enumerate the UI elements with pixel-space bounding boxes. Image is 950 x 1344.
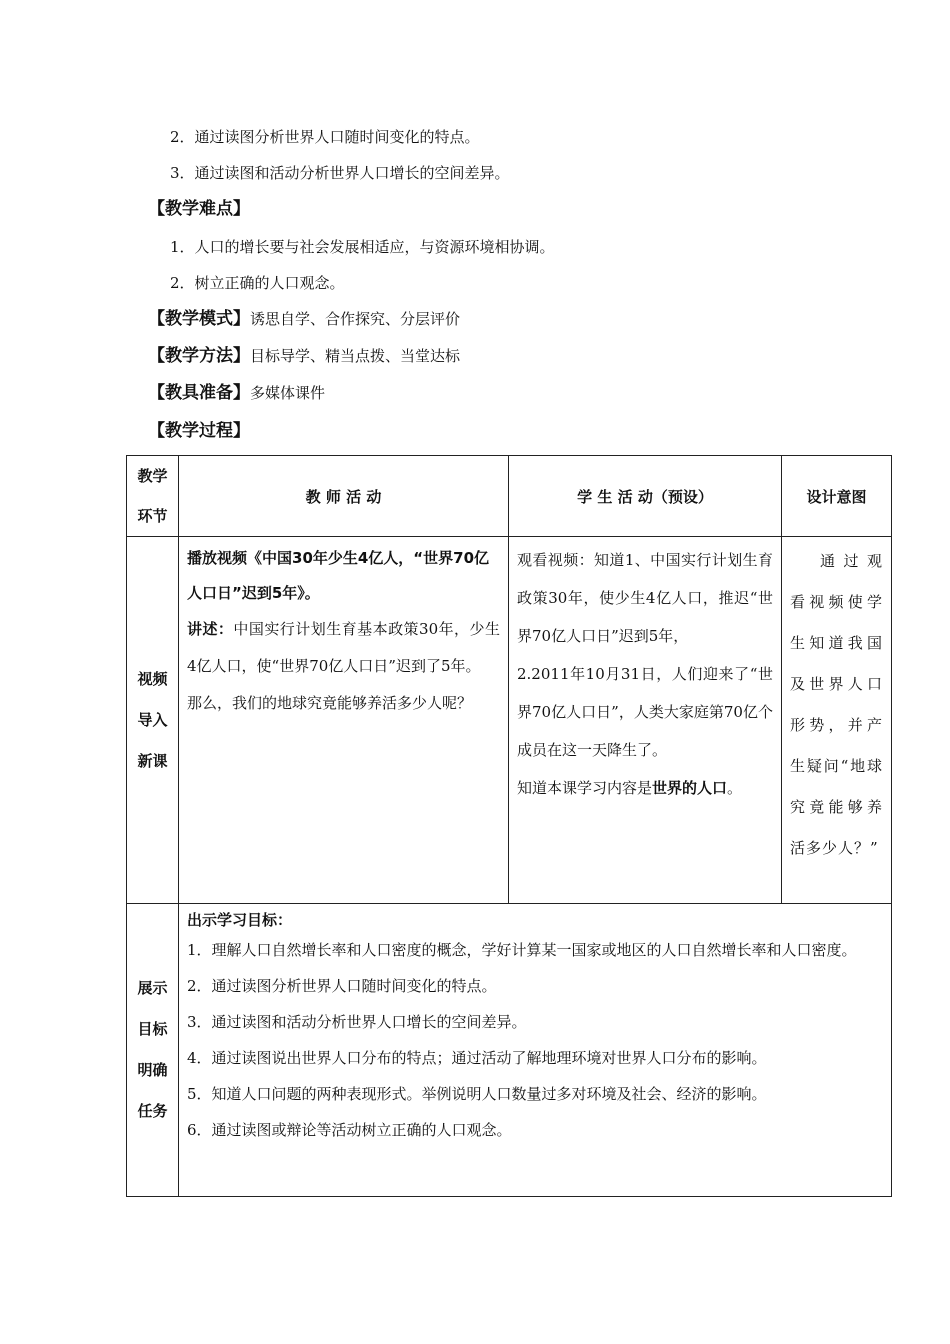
teaching-tools-label: 【教具准备】 <box>148 383 250 403</box>
student-p3-pre: 知道本课学习内容是 <box>517 779 653 797</box>
stage-line: 任务 <box>137 1102 168 1120</box>
teaching-method-label: 【教学方法】 <box>148 346 250 366</box>
student-paragraph-1: 观看视频：知道1、中国实行计划生育政策30年，使少生4亿人口，推迟“世界70亿人口日”迟到5年， <box>517 551 773 645</box>
header-stage-line2: 环节 <box>137 507 168 525</box>
design-intent-text: 通过观看视频使学生知道我国及世界人口形势，并产生疑问“地球究竟能够养活多少人？” <box>790 552 883 857</box>
teacher-question: 那么，我们的地球究竟能够养活多少人呢？ <box>187 694 473 712</box>
teacher-activity-cell <box>179 537 509 904</box>
header-design-intent: 设计意图 <box>782 456 892 537</box>
teacher-speech <box>187 611 500 685</box>
stage-line: 明确 <box>137 1061 168 1079</box>
objective-line-3: 3．通过读图和活动分析世界人口增长的空间差异。 <box>170 164 510 182</box>
teaching-mode-label: 【教学模式】 <box>148 309 250 329</box>
objective-item: 3．通过读图和活动分析世界人口增长的空间差异。 <box>187 1013 527 1031</box>
objective-item: 6．通过读图或辩论等活动树立正确的人口观念。 <box>187 1121 512 1139</box>
teaching-method-value: 目标导学、精当点拨、当堂达标 <box>250 347 461 365</box>
teaching-tools-line <box>148 383 325 403</box>
header-stage <box>127 456 179 537</box>
objective-line-2: 2．通过读图分析世界人口随时间变化的特点。 <box>170 128 480 146</box>
teacher-speech-label: 讲述： <box>187 620 234 638</box>
teaching-process-heading: 【教学过程】 <box>148 421 250 441</box>
student-paragraph-2: 2.2011年10月31日，人们迎来了“世界70亿人口日”，人类大家庭第70亿个成员在这一天降生了。 <box>517 665 773 759</box>
stage-show-objectives <box>127 904 179 1197</box>
student-p3-bold: 世界的人口 <box>652 779 728 797</box>
table-header-row <box>127 456 892 537</box>
lesson-process-table <box>126 455 892 1197</box>
difficulty-item-1: 1．人口的增长要与社会发展相适应，与资源环境相协调。 <box>170 238 555 256</box>
objectives-title: 出示学习目标： <box>187 911 293 929</box>
objective-item: 5．知道人口问题的两种表现形式。举例说明人口数量过多对环境及社会、经济的影响。 <box>187 1085 767 1103</box>
stage-line: 展示 <box>137 979 168 997</box>
stage-line: 视频 <box>137 669 168 688</box>
student-paragraph-3 <box>517 769 773 807</box>
table-row <box>127 537 892 904</box>
objective-item: 4．通过读图说出世界人口分布的特点；通过活动了解地理环境对世界人口分布的影响。 <box>187 1049 767 1067</box>
table-row <box>127 904 892 1197</box>
header-student-activity: 学 生 活 动（预设） <box>509 456 782 537</box>
student-activity-cell <box>509 537 782 904</box>
teaching-mode-line <box>148 309 460 329</box>
objective-item: 2．通过读图分析世界人口随时间变化的特点。 <box>187 977 497 995</box>
header-teacher-activity: 教 师 活 动 <box>179 456 509 537</box>
teacher-video-title: 播放视频《中国30年少生4亿人，“世界70亿人口日”迟到5年》。 <box>187 549 490 602</box>
student-p3-post: 。 <box>727 779 743 797</box>
stage-video-intro <box>127 537 179 904</box>
design-intent-cell <box>782 537 892 904</box>
learning-objectives-cell <box>179 904 892 1197</box>
teaching-mode-value: 诱思自学、合作探究、分层评价 <box>250 310 461 328</box>
stage-line: 导入 <box>137 710 168 729</box>
objective-item: 1．理解人口自然增长率和人口密度的概念，学好计算某一国家或地区的人口自然增长率和人口密度。 <box>187 941 857 959</box>
stage-line: 新课 <box>137 751 168 770</box>
difficulty-item-2: 2．树立正确的人口观念。 <box>170 274 345 292</box>
stage-line: 目标 <box>137 1020 168 1038</box>
teacher-speech-text: 中国实行计划生育基本政策30年，少生4亿人口，使“世界70亿人口日”迟到了5年。 <box>187 620 500 675</box>
difficulties-heading: 【教学难点】 <box>148 199 250 219</box>
header-stage-line1: 教学 <box>137 467 168 485</box>
teaching-tools-value: 多媒体课件 <box>250 384 326 402</box>
teaching-method-line <box>148 346 460 366</box>
